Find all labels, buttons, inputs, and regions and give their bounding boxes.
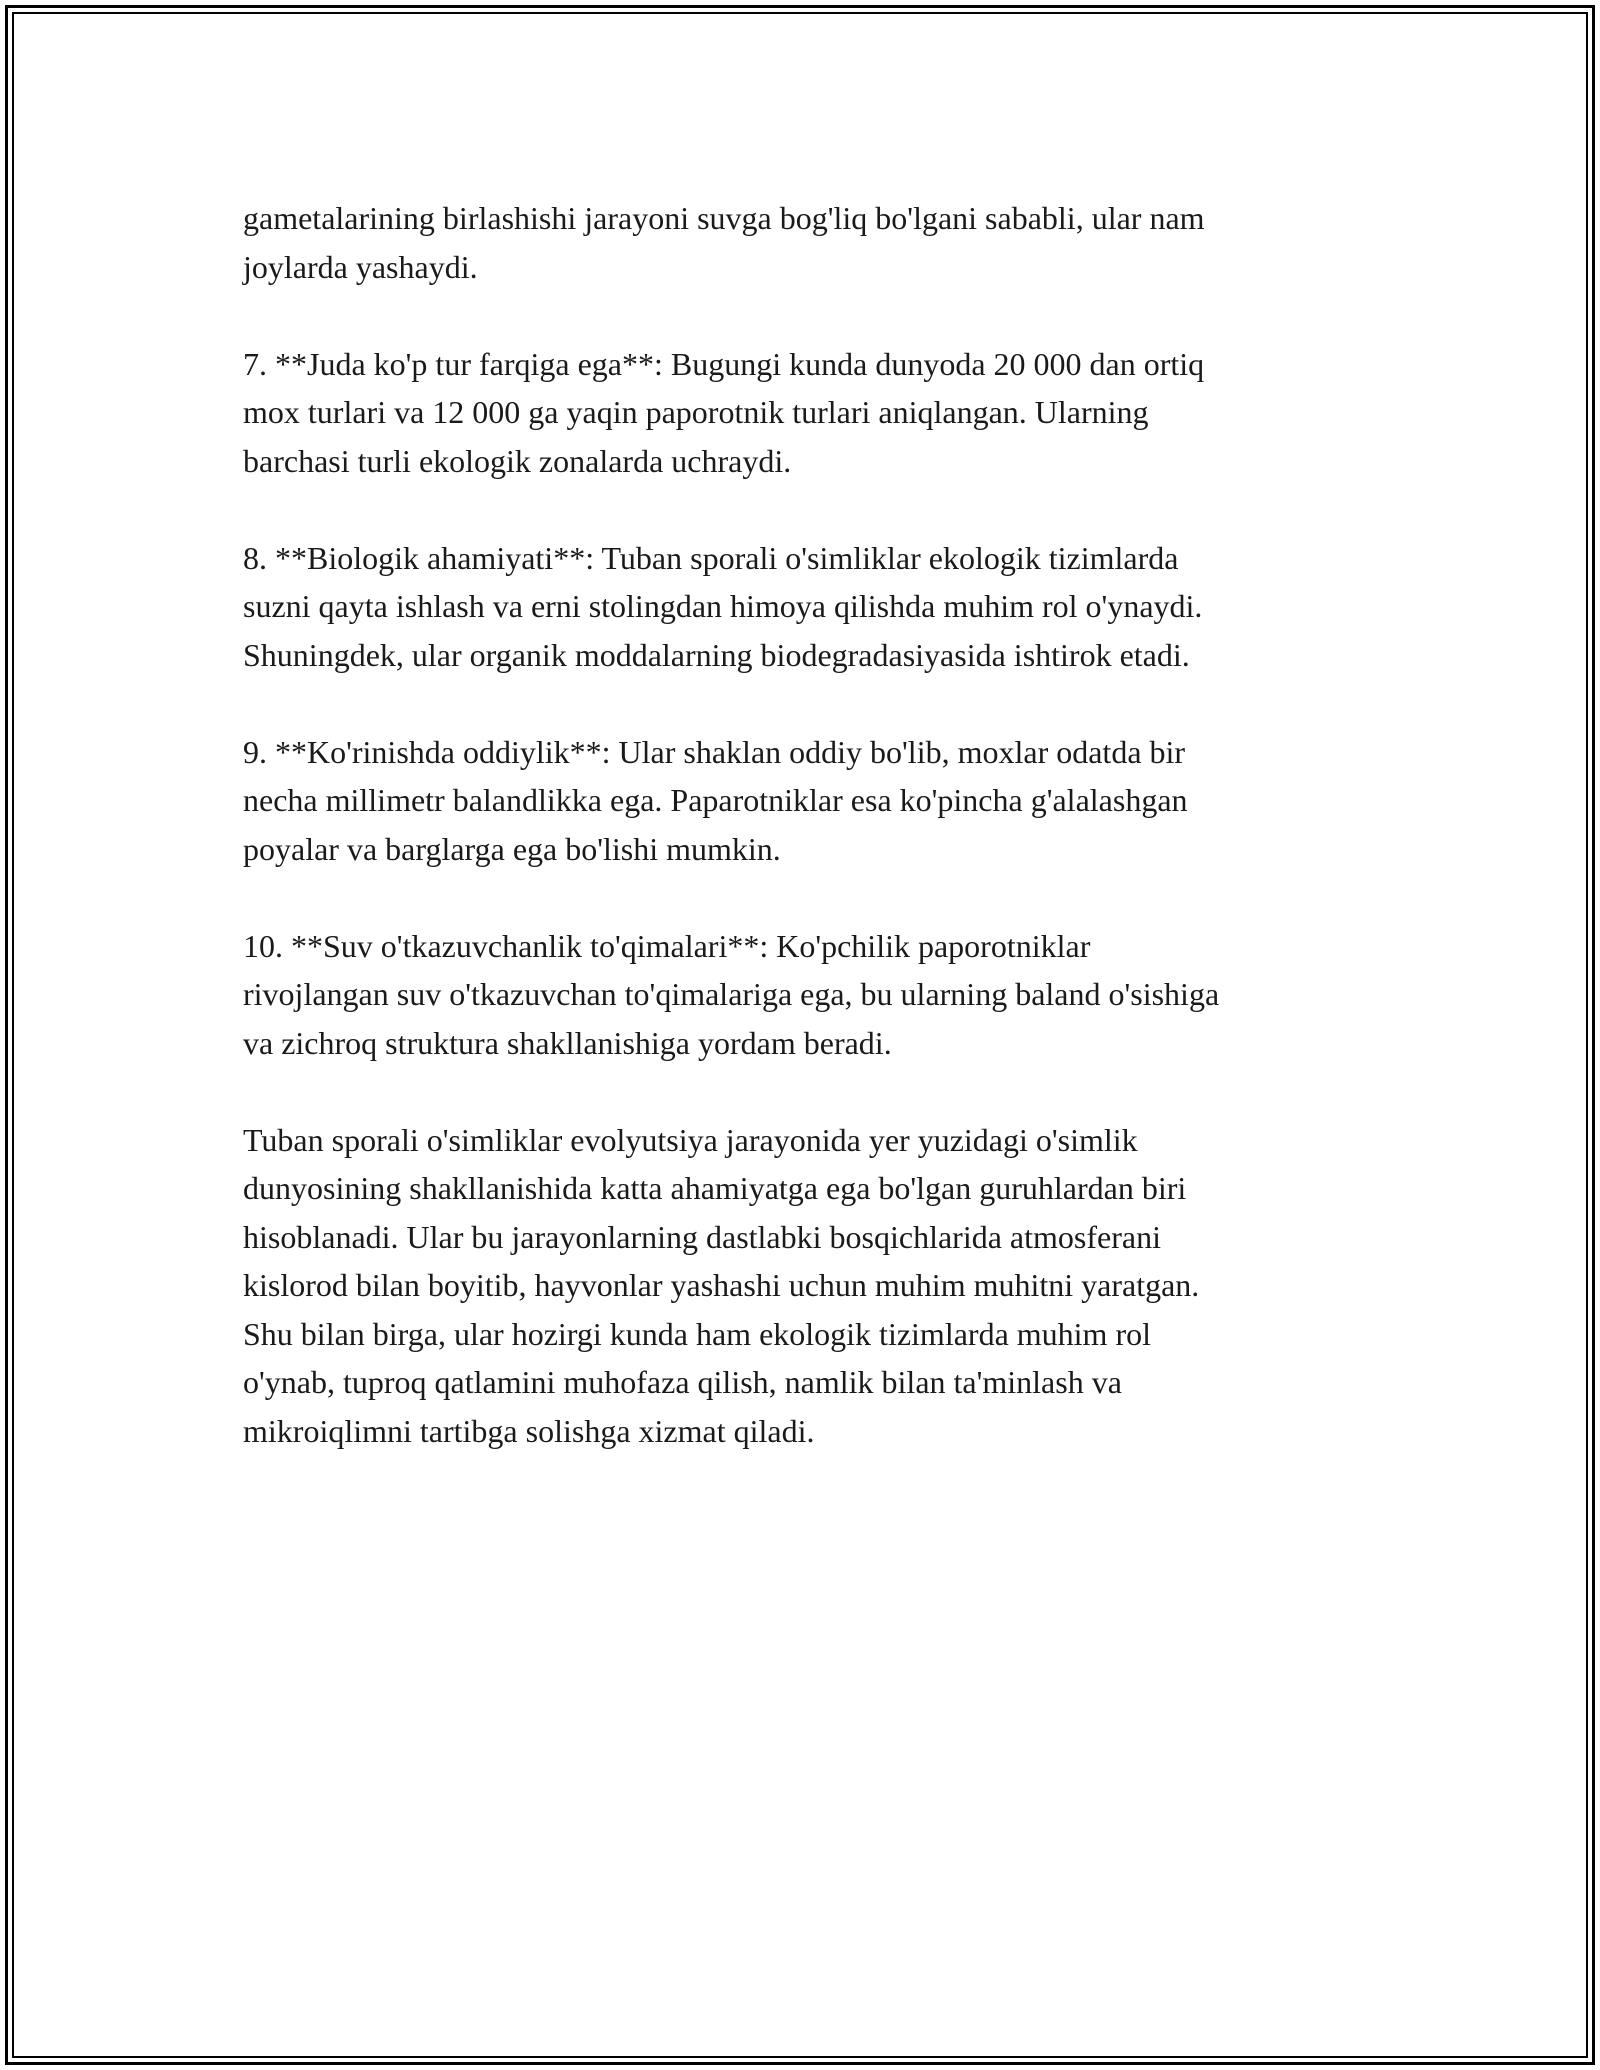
paragraph-item-8: 8. **Biologik ahamiyati**: Tuban sporali o'simliklar ekologik tizimlarda suzni qayta ishlash va erni stolingdan himoya qilishda muhim rol o'ynaydi. Shuningdek, ular organik moddalarning biodegradasiyasida ishtirok etadi. bbox=[243, 539, 1203, 673]
page-content bbox=[243, 194, 1383, 1504]
paragraph-conclusion: Tuban sporali o'simliklar evolyutsiya jarayonida yer yuzidagi o'simlik dunyosining shakllanishida katta ahamiyatga ega bo'lgan guruhlardan biri hisoblanadi. Ular bu jarayonlarning dastlabki bosqichlarida atmosferani kislorod bilan boyitib, hayvonlar yashashi uchun muhim muhitni yaratgan. Shu bilan birga, ular hozirgi kunda ham ekologik tizimlarda muhim rol o'ynab, tuproq qatlamini muhofaza qilish, namlik bilan ta'minlash va mikroiqlimni tartibga solishga xizmat qiladi. bbox=[243, 1121, 1200, 1449]
paragraph-item-9: 9. **Ko'rinishda oddiylik**: Ular shaklan oddiy bo'lib, moxlar odatda bir necha millimetr balandlikka ega. Paparotniklar esa ko'pincha g'alalashgan poyalar va barglarga ega bo'lishi mumkin. bbox=[243, 733, 1188, 867]
paragraph-continuation: gametalarining birlashishi jarayoni suvga bog'liq bo'lgani sababli, ular nam joylarda yashaydi. bbox=[243, 200, 1205, 285]
paragraph-item-10: 10. **Suv o'tkazuvchanlik to'qimalari**: Ko'pchilik paporotniklar rivojlangan suv o'tkazuvchan to'qimalariga ega, bu ularning baland o'sishiga va zichroq struktura shakllanishiga yordam beradi. bbox=[243, 927, 1220, 1061]
page-frame bbox=[5, 5, 1595, 2065]
paragraph-item-7: 7. **Juda ko'p tur farqiga ega**: Bugungi kunda dunyoda 20 000 dan ortiq mox turlari va 12 000 ga yaqin paporotnik turlari aniqlangan. Ularning barchasi turli ekologik zonalarda uchraydi. bbox=[243, 345, 1205, 479]
